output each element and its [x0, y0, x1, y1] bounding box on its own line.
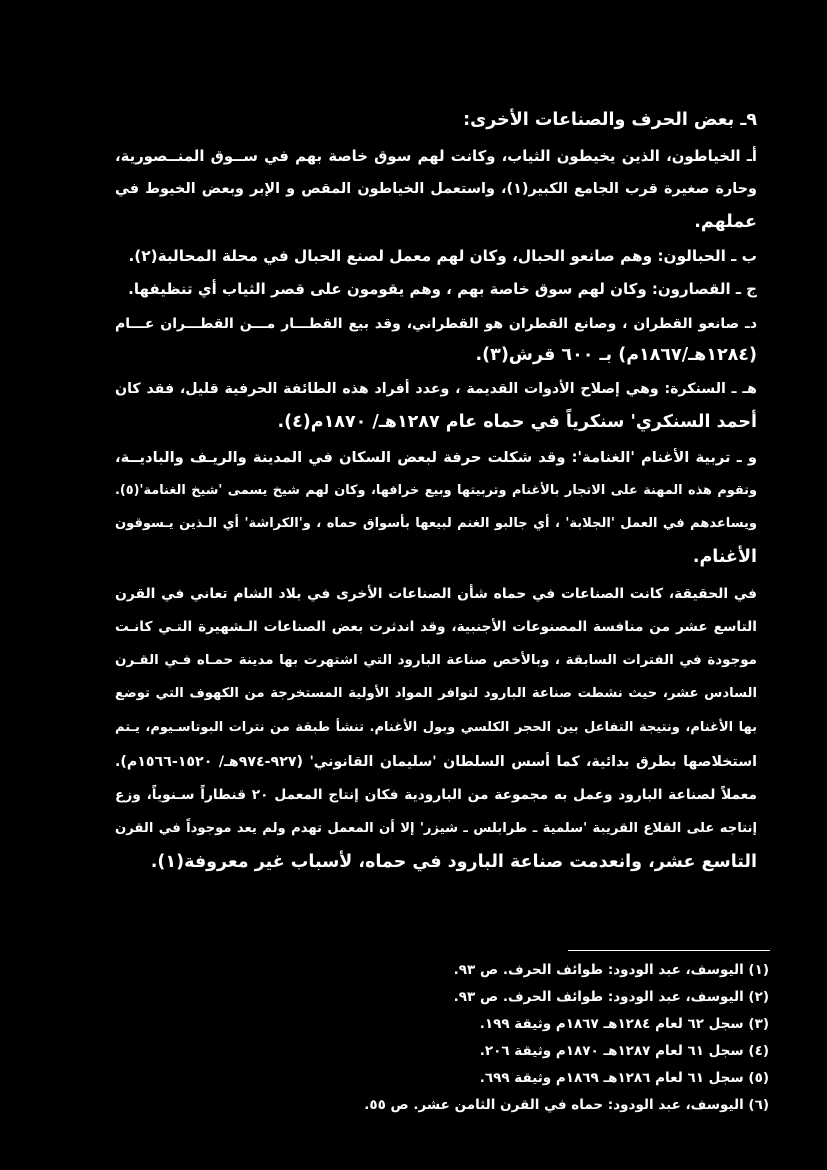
paragraph-line: في الحقيقة، كانت الصناعات في حماه شأن الصناعات الأخرى في بلاد الشام تعاني في القرن: [115, 586, 757, 602]
footnote: (٥) سجل ٦١ لعام ١٢٨٦هـ ١٨٦٩م وثيقة ٦٩٩.: [479, 1070, 769, 1086]
footnote: (٢) اليوسف، عبد الودود: طوائف الحرف. ص ٩٣.: [453, 989, 769, 1005]
footnote: (٦) اليوسف، عبد الودود: حماه في القرن الثامن عشر. ص ٥٥.: [364, 1097, 769, 1113]
body-line: وحارة صغيرة قرب الجامع الكبير(١)، واستعمل الخياطون المقص و الإبر وبعض الخيوط في: [115, 181, 758, 197]
paragraph-line: التاسع عشر، وانعدمت صناعة البارود في حماه، لأسباب غير معروفة(١).: [150, 852, 757, 872]
paragraph-line: موجودة في الفترات السابقة ، وبالأخص صناعة البارود التي اشتهرت بها مدينة حمـاه فـي القـرن: [115, 653, 757, 668]
body-line: الأغنام.: [692, 547, 757, 567]
body-line: ج ـ القصارون: وكان لهم سوق خاصة بهم ، وهم يقومون على قصر الثياب أي تنظيفها.: [128, 280, 757, 298]
paragraph-line: معملاً لصناعة البارود وعمل به مجموعة من البارودية فكان إنتاج المعمل ٢٠ قنطاراً سـنوياً، وزع: [115, 787, 757, 803]
body-line: دـ صانعو القطران ، وصانع القطران هو القطراني، وقد بيع القطـــار مـــن القطـــران عـــام: [115, 316, 757, 332]
body-line: أـ الخياطون، الذين يخيطون الثياب، وكانت لهم سوق خاصة بهم في ســوق المنــصورية،: [115, 148, 757, 165]
footnote: (١) اليوسف، عبد الودود: طوائف الحرف. ص ٩٣.: [453, 962, 769, 978]
footnote-separator: [568, 950, 770, 951]
paragraph-line: التاسع عشر من منافسة المصنوعات الأجنبية، وقد اندثرت بعض الصناعات الـشهيرة التـي كانـت: [115, 619, 757, 635]
body-line: هـ ـ السنكرة: وهي إصلاح الأدوات القديمة ، وعدد أفراد هذه الطائفة الحرفية قليل، فقد كان: [115, 381, 757, 397]
body-line: عملهم.: [694, 212, 757, 232]
body-line: وتقوم هذه المهنة على الاتجار بالأغنام وتربيتها وبيع خرافها، وكان لهم شيخ يسمى 'شيخ الغنامة'(٥).: [115, 483, 757, 498]
paragraph-line: بها الأغنام، ونتيجة التفاعل بين الحجر الكلسي وبول الأغنام. تنشأ طبقة من نترات البوتاسـيوم، يـتم: [115, 720, 757, 735]
body-line: ويساعدهم في العمل 'الجلابة' ، أي جالبو الغنم لبيعها بأسواق حماه ، و'الكراشة' أي الـذين يـسوقون: [115, 516, 757, 531]
body-line: ب ـ الحبالون: وهم صانعو الحبال، وكان لهم معمل لصنع الحبال في محلة المحالبة(٢).: [128, 247, 757, 265]
body-line: (١٢٨٤هـ/١٨٦٧م) بـ ٦٠٠ قرش(٣).: [475, 345, 757, 365]
body-line: أحمد السنكري' سنكرياً في حماه عام ١٢٨٧هـ/ ١٨٧٠م(٤).: [277, 412, 757, 432]
paragraph-line: السادس عشر، حيث نشطت صناعة البارود لتوافر المواد الأولية المستخرجة من الكهوف التي توضع: [115, 686, 757, 701]
body-line: و ـ تربية الأغنام 'الغنامة': وقد شكلت حرفة لبعض السكان في المدينة والريـف والباديــة،: [115, 449, 757, 466]
paragraph-line: استخلاصها بطرق بدائية، كما أسس السلطان 'سليمان القانوني' (٩٢٧-٩٧٤هـ/ ١٥٢٠-١٥٦٦م).: [115, 754, 758, 770]
section-title: ٩ـ بعض الحرف والصناعات الأخرى:: [463, 110, 757, 130]
footnote: (٤) سجل ٦١ لعام ١٢٨٧هـ ١٨٧٠م وثيقة ٢٠٦.: [479, 1043, 769, 1059]
paragraph-line: إنتاجه على القلاع القريبة 'سلمية ـ طرابلس ـ شيزر' إلا أن المعمل تهدم ولم يعد موجوداً في القرن: [115, 821, 757, 836]
footnote: (٣) سجل ٦٢ لعام ١٢٨٤هـ ١٨٦٧م وثيقة ١٩٩.: [479, 1016, 769, 1032]
